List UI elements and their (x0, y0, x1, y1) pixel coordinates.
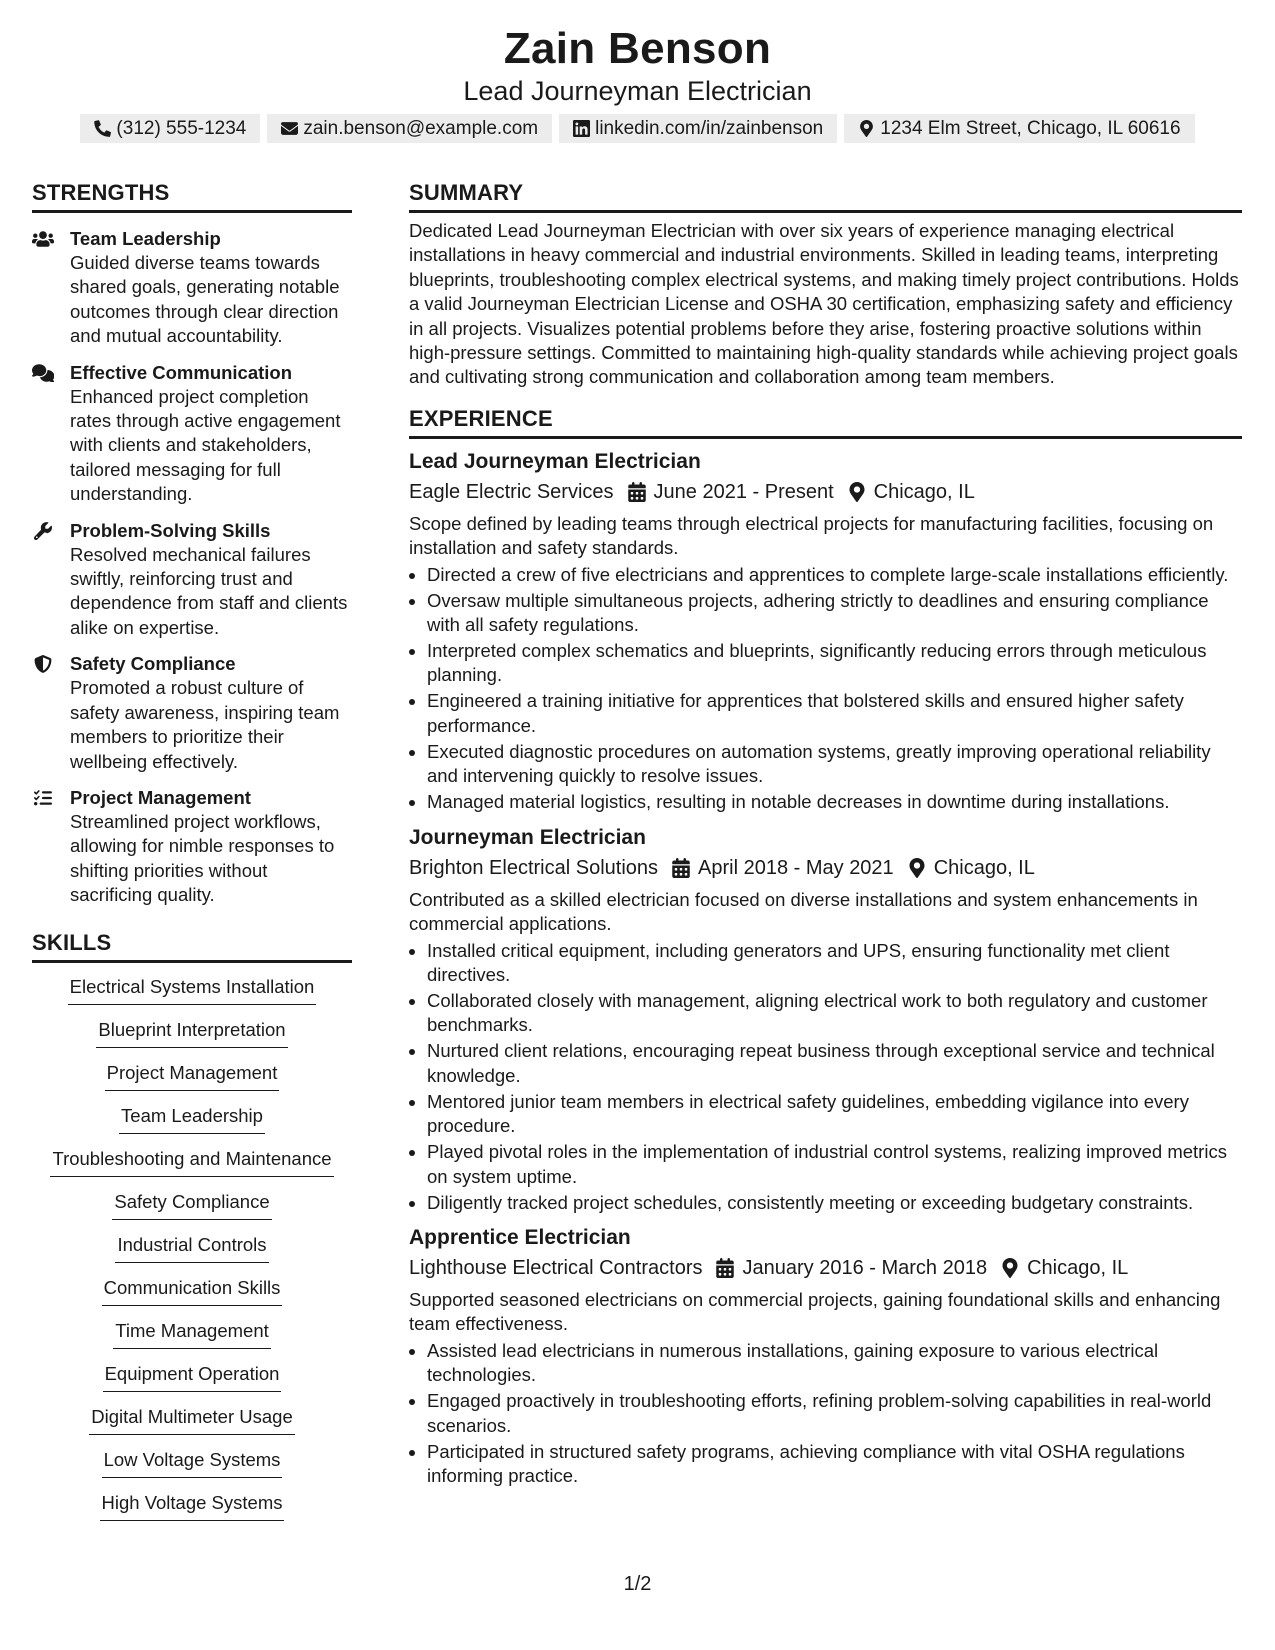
resume-header (0, 22, 1275, 106)
location-pin-icon (848, 482, 866, 502)
job-bullets (409, 563, 1242, 815)
job-bullet: • Interpreted complex schematics and blueprints, significantly reducing errors through meticulous planning. (427, 639, 1242, 688)
job-dates: June 2021 - Present (653, 480, 834, 503)
contact-phone-text: (312) 555-1234 (116, 117, 247, 139)
summary-text: Dedicated Lead Journeyman Electrician with over six years of experience managing electrical installations in heavy commercial and industrial environments. Skilled in leading teams, interpreting blueprints, troubleshooting complex electrical systems, and making timely project contributions. Holds a valid Journeyman Electrician License and OSHA 30 certification, emphasizing safety and efficiency in all projects. Visualizes potential problems before they arise, fostering proactive solutions within high-pressure settings. Committed to maintaining high-quality standards while achieving project goals and cultivating strong communication and collaboration among team members. (409, 220, 1239, 388)
candidate-title: Lead Journeyman Electrician (463, 76, 812, 106)
skill-item: Equipment Operation (103, 1362, 282, 1392)
job-bullet: • Oversaw multiple simultaneous projects, adhering strictly to deadlines and ensuring compliance with all safety regulations. (427, 589, 1242, 638)
job-bullets (409, 1339, 1242, 1489)
location-pin-icon (1001, 1258, 1019, 1278)
experience-heading: EXPERIENCE (409, 404, 1242, 439)
strength-desc: Streamlined project workflows, allowing for nimble responses to shifting priorities without sacrificing quality. (70, 810, 335, 906)
job-description: Supported seasoned electricians on commercial projects, gaining foundational skills and enhancing team effectiveness. (409, 1288, 1221, 1335)
job-bullet: • Mentored junior team members in electrical safety guidelines, embedding vigilance into every procedure. (427, 1090, 1242, 1139)
users-icon (32, 230, 54, 248)
job-title: Apprentice Electrician (409, 1225, 631, 1249)
contact-email-text: zain.benson@example.com (303, 117, 539, 139)
job-bullet: • Installed critical equipment, including generators and UPS, ensuring functionality met client directives. (427, 939, 1242, 988)
skill-item: Time Management (113, 1319, 271, 1349)
strength-name: Team Leadership (70, 228, 221, 249)
job-entry (409, 823, 1242, 1215)
location-pin-icon (858, 120, 875, 137)
calendar-icon (628, 482, 646, 502)
skill-item: Low Voltage Systems (102, 1448, 283, 1478)
strength-desc: Promoted a robust culture of safety awareness, inspiring team members to prioritize their wellbeing effectively. (70, 677, 340, 772)
job-dates: January 2016 - March 2018 (742, 1256, 988, 1279)
phone-icon (94, 120, 111, 137)
skills-list (32, 975, 352, 1521)
contact-phone[interactable] (80, 114, 260, 143)
job-company: Eagle Electric Services (409, 480, 614, 503)
wrench-icon (32, 522, 54, 540)
job-description: Contributed as a skilled electrician focused on diverse installations and system enhancements in commercial applications. (409, 888, 1198, 935)
job-bullets (409, 939, 1242, 1215)
job-dates: April 2018 - May 2021 (698, 856, 894, 879)
skill-item: Team Leadership (119, 1104, 265, 1134)
job-entry (409, 447, 1242, 815)
strength-item (32, 361, 352, 507)
strength-name: Safety Compliance (70, 653, 236, 675)
contact-bar (0, 114, 1275, 143)
skill-item: Project Management (105, 1061, 280, 1091)
strength-item (32, 652, 352, 774)
left-column (32, 178, 352, 1534)
skill-item: Blueprint Interpretation (96, 1018, 287, 1048)
skill-item: Safety Compliance (112, 1190, 271, 1220)
job-bullet: • Engaged proactively in troubleshooting efforts, refining problem-solving capabilities in real-world scenarios. (427, 1389, 1242, 1438)
skills-heading: SKILLS (32, 928, 352, 963)
job-meta (409, 853, 1242, 883)
skill-item: Electrical Systems Installation (68, 975, 317, 1005)
job-company: Lighthouse Electrical Contractors (409, 1256, 703, 1279)
strength-name: Problem-Solving Skills (70, 519, 271, 541)
candidate-name: Zain Benson (503, 24, 772, 73)
job-company: Brighton Electrical Solutions (409, 856, 659, 879)
strengths-heading: STRENGTHS (32, 178, 352, 213)
job-meta (409, 477, 1242, 507)
strength-name: Project Management (70, 786, 251, 808)
job-title: Lead Journeyman Electrician (409, 449, 701, 473)
skill-item: Digital Multimeter Usage (89, 1405, 295, 1435)
job-bullet: • Collaborated closely with management, aligning electrical work to both regulatory and customer benchmarks. (427, 989, 1242, 1038)
chat-bubbles-icon (32, 364, 54, 382)
strength-item (32, 227, 352, 349)
linkedin-icon (573, 120, 590, 137)
page-number: 1/2 (623, 1573, 652, 1595)
job-bullet: • Executed diagnostic procedures on automation systems, greatly improving operational reliability and intervening quickly to resolve issues. (427, 740, 1242, 789)
skill-item: High Voltage Systems (100, 1491, 285, 1521)
contact-email[interactable] (267, 114, 552, 143)
strength-name: Effective Communication (70, 361, 293, 383)
job-description: Scope defined by leading teams through electrical projects for manufacturing facilities, focusing on installation and safety standards. (409, 512, 1214, 559)
job-bullet: • Managed material logistics, resulting in notable decreases in downtime during installations. (427, 790, 1242, 814)
job-bullet: • Assisted lead electricians in numerous installations, gaining exposure to various electrical technologies. (427, 1339, 1242, 1388)
strength-item (32, 519, 352, 641)
contact-address[interactable] (844, 114, 1194, 143)
job-bullet: • Directed a crew of five electricians and apprentices to complete large-scale installations efficiently. (427, 563, 1242, 587)
right-column (409, 178, 1242, 1490)
job-title: Journeyman Electrician (409, 825, 646, 849)
job-bullet: • Engineered a training initiative for apprentices that bolstered skills and ensured higher safety performance. (427, 689, 1242, 738)
skill-item: Troubleshooting and Maintenance (50, 1147, 333, 1177)
job-entry (409, 1223, 1242, 1488)
task-list-icon (32, 789, 54, 807)
job-meta (409, 1253, 1242, 1283)
skill-item: Industrial Controls (115, 1233, 268, 1263)
job-bullet: • Played pivotal roles in the implementation of industrial control systems, realizing improved metrics on system uptime. (427, 1140, 1242, 1189)
strength-desc: Guided diverse teams towards shared goals, generating notable outcomes through clear direction and mutual accountability. (70, 252, 340, 347)
job-location: Chicago, IL (873, 480, 975, 503)
strength-item (32, 786, 352, 908)
contact-linkedin[interactable] (559, 114, 837, 143)
skill-item: Communication Skills (102, 1276, 283, 1306)
job-bullet: • Diligently tracked project schedules, consistently meeting or exceeding budgetary constraints. (427, 1191, 1242, 1215)
job-bullet: • Nurtured client relations, encouraging repeat business through exceptional service and technical knowledge. (427, 1039, 1242, 1088)
strength-desc: Resolved mechanical failures swiftly, reinforcing trust and dependence from staff and clients alike on expertise. (70, 543, 348, 638)
location-pin-icon (908, 858, 926, 878)
strength-desc: Enhanced project completion rates through active engagement with clients and stakeholders, tailored messaging for full understanding. (70, 385, 341, 505)
job-location: Chicago, IL (933, 856, 1035, 879)
contact-address-text: 1234 Elm Street, Chicago, IL 60616 (880, 117, 1181, 139)
job-bullet: • Participated in structured safety programs, achieving compliance with vital OSHA regulations informing practice. (427, 1440, 1242, 1489)
shield-icon (32, 655, 54, 673)
envelope-icon (281, 120, 298, 137)
job-location: Chicago, IL (1027, 1256, 1129, 1279)
calendar-icon (672, 858, 690, 878)
summary-heading: SUMMARY (409, 178, 1242, 213)
calendar-icon (716, 1258, 734, 1278)
contact-linkedin-text: linkedin.com/in/zainbenson (595, 117, 824, 139)
